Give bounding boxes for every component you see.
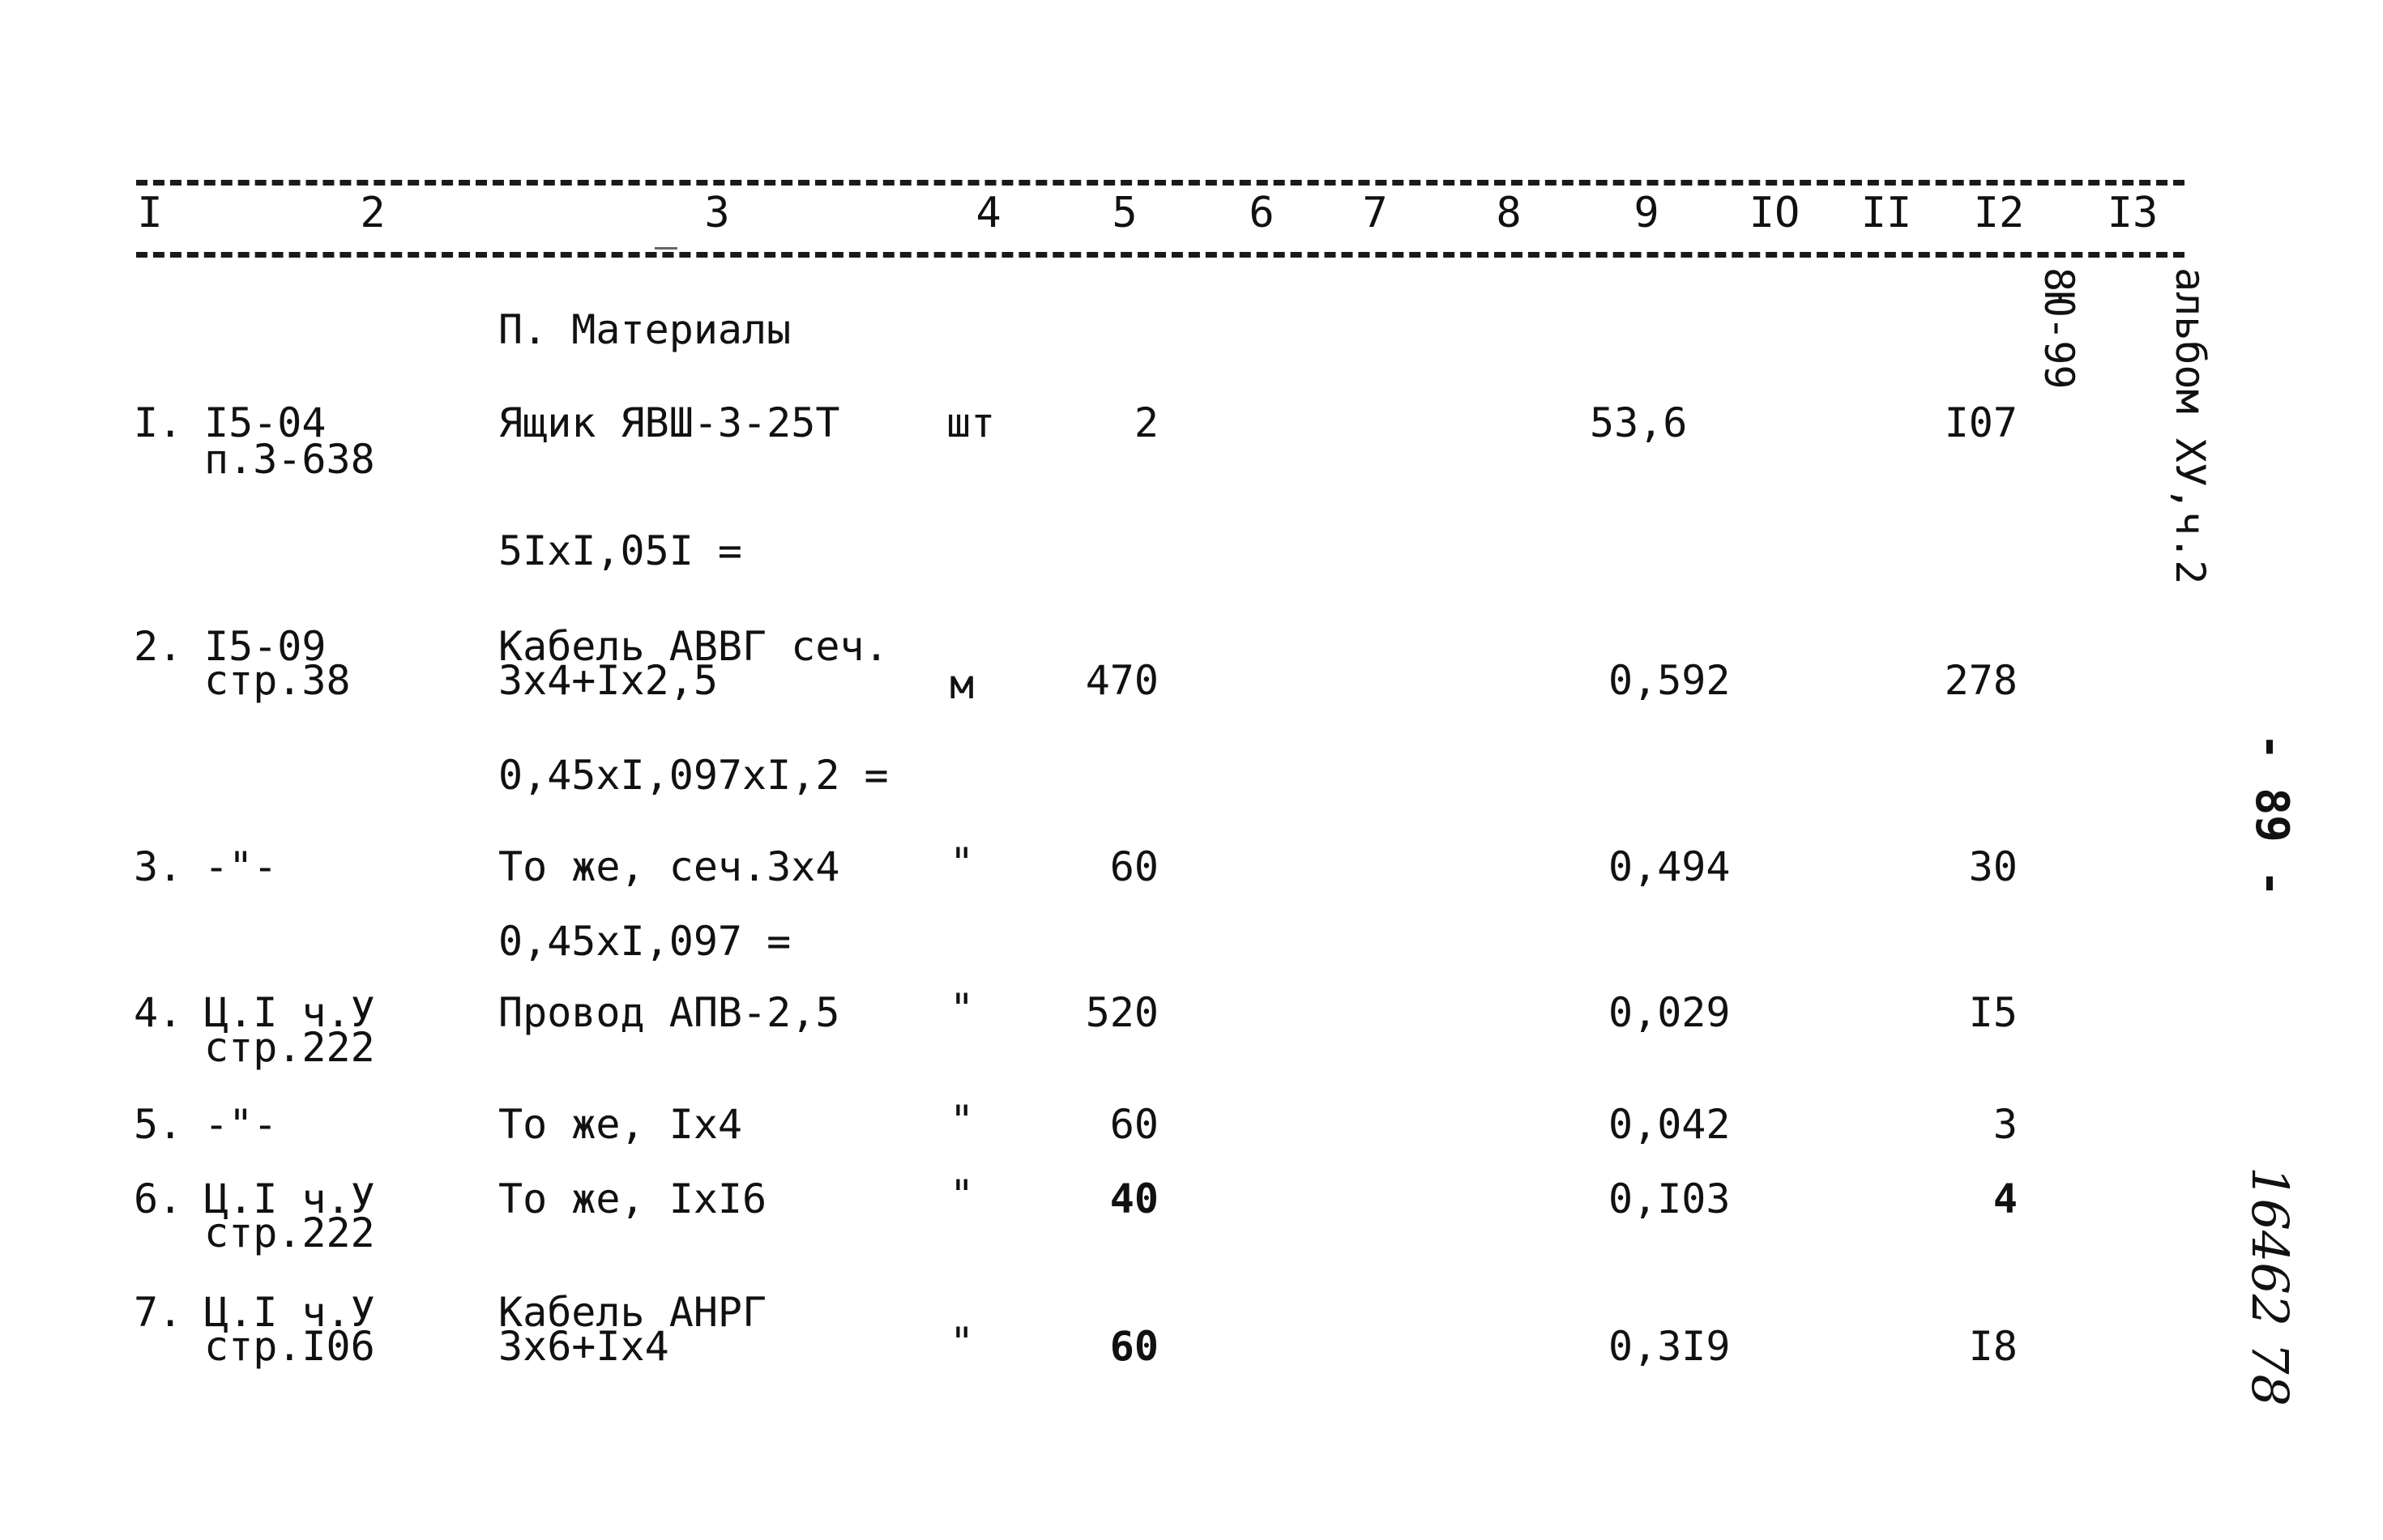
row-4-name: Провод АПВ-2,5	[498, 989, 840, 1036]
column-header-1: I	[137, 189, 163, 237]
header-top-rule	[136, 180, 2184, 186]
row-2-ref: I5-09	[204, 623, 327, 670]
row-3-name: То же, сеч.3х4	[498, 843, 840, 890]
section-title: П. Материалы	[498, 306, 792, 353]
row-1-unit: шт	[946, 399, 996, 446]
row-5-qty: 60	[1109, 1101, 1159, 1148]
row-7-name-sub: 3х6+Iх4	[498, 1323, 669, 1370]
row-6-qty: 40	[1109, 1175, 1159, 1222]
row-6-total: 4	[1992, 1175, 2018, 1222]
column-header-5: 5	[1112, 189, 1138, 237]
row-3-price: 0,494	[1608, 843, 1731, 890]
album-reference-line: альбом ХУ,ч.2	[2167, 267, 2214, 585]
row-3-unit: "	[950, 839, 975, 886]
column-header-11: II	[1860, 189, 1912, 237]
column-header-2: 2	[360, 189, 386, 237]
row-4-qty: 520	[1085, 989, 1159, 1036]
row-2-total: 278	[1944, 657, 2018, 704]
column-header-6: 6	[1249, 189, 1275, 237]
row-4-unit: "	[950, 985, 975, 1032]
row-5-name: То же, Iх4	[498, 1101, 743, 1148]
row-7-price: 0,3I9	[1608, 1323, 1731, 1370]
row-4-ref-sub: стр.222	[204, 1024, 375, 1071]
row-2-formula: 0,45xI,097xI,2 =	[498, 752, 889, 799]
album-code: 8Ю-99	[2035, 267, 2082, 390]
row-7-qty: 60	[1109, 1323, 1159, 1370]
row-3-number: 3.	[134, 843, 183, 890]
row-3-total: 30	[1968, 843, 2018, 890]
row-5-ref: -"-	[204, 1101, 278, 1148]
column-header-8: 8	[1496, 189, 1522, 237]
row-3-qty: 60	[1109, 843, 1159, 890]
row-5-number: 5.	[134, 1101, 183, 1148]
row-4-price: 0,029	[1608, 989, 1731, 1036]
row-2-name-sub: 3х4+Iх2,5	[498, 657, 718, 704]
row-6-name: То же, IхI6	[498, 1175, 767, 1222]
row-1-number: I.	[134, 399, 183, 446]
row-1-total: I07	[1944, 399, 2018, 446]
row-7-name: Кабель АНРГ	[498, 1289, 767, 1336]
row-4-ref: Ц.I ч.У	[204, 989, 375, 1036]
row-4-total: I5	[1968, 989, 2018, 1036]
row-1-qty: 2	[1134, 399, 1159, 446]
row-7-number: 7.	[134, 1289, 183, 1336]
column-header-3: 3	[704, 189, 730, 237]
column-header-4: 4	[976, 189, 1001, 237]
page-number: - 89 -	[2245, 733, 2298, 898]
row-3-formula: 0,45xI,097 =	[498, 918, 792, 965]
row-5-price: 0,042	[1608, 1101, 1731, 1148]
row-7-ref: Ц.I ч.У	[204, 1289, 375, 1336]
row-6-ref: Ц.I ч.У	[204, 1175, 375, 1222]
row-2-unit: м	[950, 661, 975, 708]
row-6-ref-sub: стр.222	[204, 1209, 375, 1256]
row-1-ref-sub: п.3-638	[204, 436, 375, 483]
header-bottom-rule	[136, 252, 2184, 258]
album-reference	[1950, 267, 2300, 584]
row-3-ref: -"-	[204, 843, 278, 890]
row-2-name: Кабель АВВГ сеч.	[498, 623, 889, 670]
row-7-ref-sub: стр.I06	[204, 1323, 375, 1370]
header-tick-mark	[655, 247, 677, 250]
row-6-unit: "	[950, 1171, 975, 1218]
column-header-10: IO	[1749, 189, 1800, 237]
column-header-12: I2	[1973, 189, 2025, 237]
column-header-7: 7	[1362, 189, 1388, 237]
row-5-total: 3	[1992, 1101, 2018, 1148]
row-6-number: 6.	[134, 1175, 183, 1222]
row-1-formula: 5IxI,05I =	[498, 527, 743, 574]
row-1-price: 53,6	[1590, 399, 1688, 446]
row-6-price: 0,I03	[1608, 1175, 1731, 1222]
row-1-ref: I5-04	[204, 399, 327, 446]
row-2-ref-sub: стр.38	[204, 657, 351, 704]
row-2-number: 2.	[134, 623, 183, 670]
row-7-total: I8	[1968, 1323, 2018, 1370]
row-7-unit: "	[950, 1319, 975, 1366]
handwritten-note: 16462 78	[2240, 1167, 2300, 1406]
row-4-number: 4.	[134, 989, 183, 1036]
row-1-name: Ящик ЯВШ-3-25Т	[498, 399, 840, 446]
row-2-price: 0,592	[1608, 657, 1731, 704]
column-header-9: 9	[1634, 189, 1659, 237]
row-5-unit: "	[950, 1097, 975, 1144]
column-header-13: I3	[2107, 189, 2159, 237]
row-2-qty: 470	[1085, 657, 1159, 704]
